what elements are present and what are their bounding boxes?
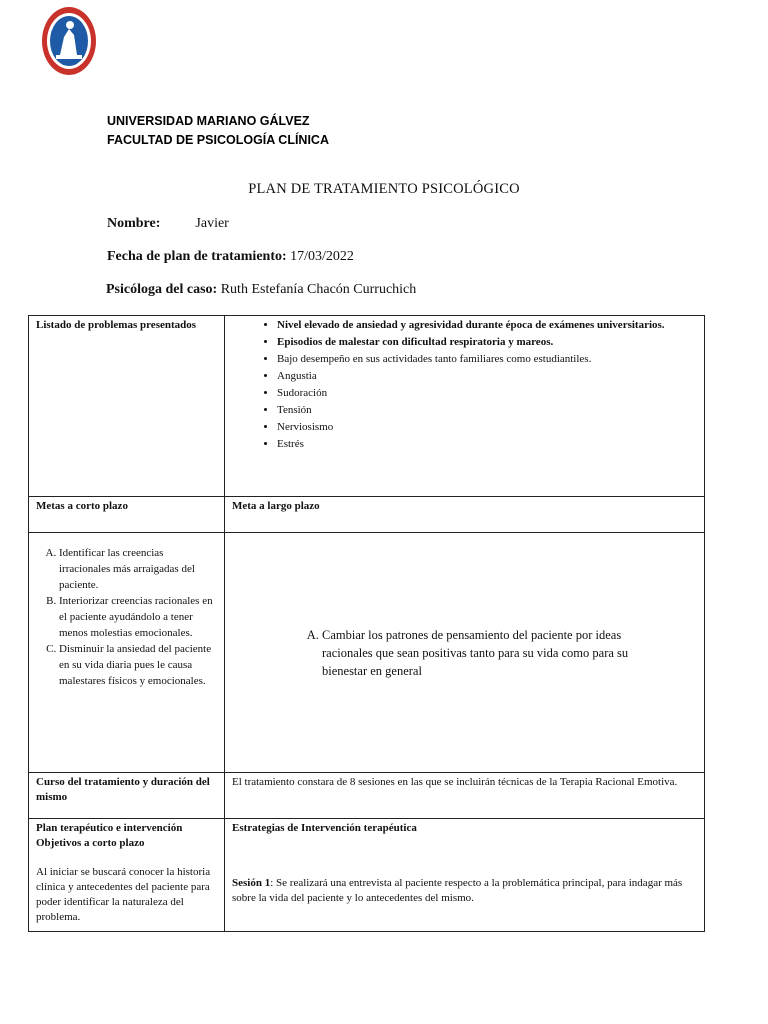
name-value: Javier [195, 216, 229, 231]
short-goals-list [14, 545, 217, 689]
problems-cell [225, 316, 705, 497]
plan-label: Plan terapéutico e intervención [36, 822, 183, 834]
strategies-label: Estrategias de Intervención terapéutica [232, 822, 417, 834]
long-goal-label: Meta a largo plazo [225, 497, 705, 533]
university-name: UNIVERSIDAD MARIANO GÁLVEZ [107, 114, 310, 128]
session-text: : Se realizará una entrevista al paciente respecto a la problemática principal, para indagar más sobre la vida del paciente y lo antecedentes del mismo. [232, 877, 683, 904]
plan-text: Al iniciar se buscará conocer la historia clínica y antecedentes del paciente para poder identificar la naturaleza del problema. [36, 866, 211, 923]
date-value: 17/03/2022 [290, 249, 354, 264]
psychologist-label: Psicóloga del caso: [106, 282, 218, 297]
objectives-label: Objetivos a corto plazo [36, 837, 145, 849]
problems-label: Listado de problemas presentados [29, 316, 225, 497]
problem-item: • Sudoración [277, 386, 697, 401]
name-field [107, 216, 229, 232]
short-goals-label: Metas a corto plazo [29, 497, 225, 533]
plan-cell [29, 819, 225, 932]
problem-item: • Episodios de malestar con dificultad respiratoria y mareos. [277, 335, 697, 350]
short-goal-item: A. Identificar las creencias irracionales más arraigadas del paciente. [59, 545, 217, 593]
session-1 [232, 876, 697, 906]
problem-item: • Nivel elevado de ansiedad y agresividad durante época de exámenes universitarios. [277, 318, 697, 333]
date-label: Fecha de plan de tratamiento: [107, 249, 287, 264]
short-goals-cell [29, 533, 225, 773]
name-label: Nombre: [107, 216, 161, 231]
course-label: Curso del tratamiento y duración del mismo [29, 773, 225, 819]
course-row [29, 773, 705, 819]
institution-header [107, 112, 329, 150]
plan-row [29, 819, 705, 932]
long-goals-list [232, 626, 697, 680]
long-goal-item: A. Cambiar los patrones de pensamiento del paciente por ideas racionales que sean positivas tanto para su vida como para su bienestar en general [322, 626, 697, 680]
problems-row [29, 316, 705, 497]
problem-item: • Estrés [277, 437, 697, 452]
university-seal-logo [40, 5, 98, 77]
document-title: PLAN DE TRATAMIENTO PSICOLÓGICO [248, 181, 520, 197]
short-goal-item: B. Interiorizar creencias racionales en el paciente ayudándolo a tener menos molestias emocionales. [59, 593, 217, 641]
goals-row [29, 533, 705, 773]
course-text: El tratamiento constara de 8 sesiones en las que se incluirán técnicas de la Terapia Racional Emotiva. [225, 773, 705, 819]
short-goal-item: C. Disminuir la ansiedad del paciente en su vida diaria pues le causa malestares físicos y emocionales. [59, 641, 217, 689]
problem-item: • Angustia [277, 369, 697, 384]
session-label: Sesión 1 [232, 877, 271, 889]
problems-list [232, 318, 697, 452]
long-goals-cell [225, 533, 705, 773]
psychologist-value: Ruth Estefanía Chacón Curruchich [220, 282, 417, 297]
faculty-name: FACULTAD DE PSICOLOGÍA CLÍNICA [107, 133, 329, 147]
strategies-cell [225, 819, 705, 932]
date-field [107, 249, 354, 265]
goals-header-row [29, 497, 705, 533]
problem-item: • Bajo desempeño en sus actividades tanto familiares como estudiantiles. [277, 352, 697, 367]
problem-item: • Nerviosismo [277, 420, 697, 435]
problem-item: • Tensión [277, 403, 697, 418]
treatment-plan-table [28, 315, 705, 932]
psychologist-field [106, 282, 416, 298]
